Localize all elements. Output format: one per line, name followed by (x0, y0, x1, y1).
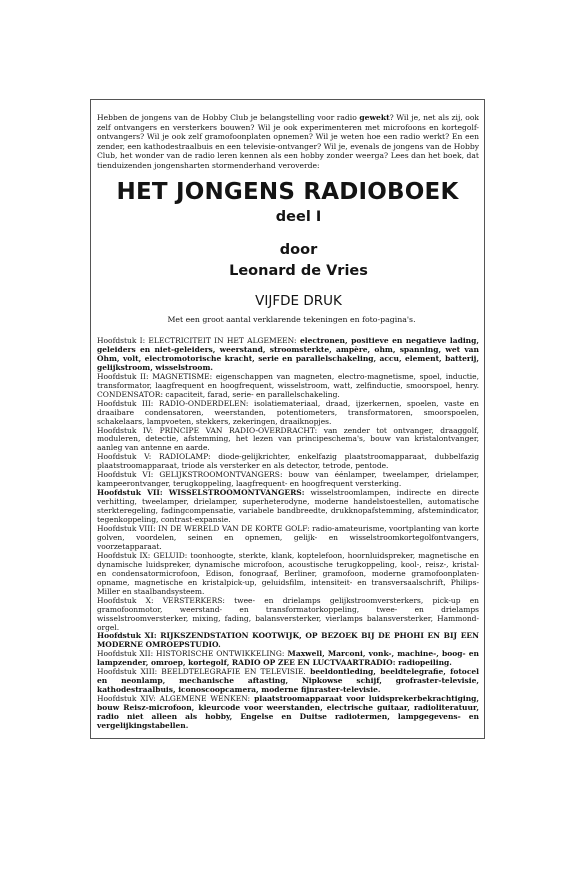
chapter-item: Hoofdstuk XIV: ALGEMENE WENKEN: plaatstroomapparaat voor luidsprekerbekrachtiging, bouw Reisz-microfoon, kleurcode voor weerstanden, electrische guitaar, radioliteratuur, radio niet alleen als hobby, Engelse en Duitse radiotermen, lampgegevens- en vergelijkingstabellen. (97, 694, 479, 730)
chapter-item: Hoofdstuk III: RADIO-ONDERDELEN: isolatiemateriaal, draad, ijzerkernen, spoelen, vaste en draaibare condensatoren, weerstanden, potentiometers, transformatoren, smoorspoelen, schakelaars, lampvoeten, stekkers, zekeringen, draaiknopjes. (97, 398, 479, 426)
subtitle: Met een groot aantal verklarende tekeningen en foto-pagina's. (167, 315, 416, 324)
chapter-item: Hoofdstuk IV: PRINCIPE VAN RADIO-OVERDRACHT: van zender tot ontvanger, draaggolf, moduleren, detectie, afstemming, het lezen van principeschema's, bouw van kristalontvanger, aanleg van antenne en aarde. (97, 425, 479, 453)
volume-label: deel I (275, 209, 322, 225)
chapter-item: Hoofdstuk VIII: IN DE WERELD VAN DE KORTE GOLF: radio-amateurisme, voortplanting van korte golven, voordelen, seinen en opnemen, gelijk- en wisselstroomkortegolfontvangers, voorzetapparaat. (97, 524, 479, 551)
chapter-item: Hoofdstuk I: ELECTRICITEIT IN HET ALGEMEEN: electronen, positieve en negatieve lading, geleiders en niet-geleiders, weerstand, stroomsterkte, ampère, ohm, spanning, wet van Ohm, volt, electromotorische kracht, serie en parallelschakeling, accu, element, batterij, gelijkstroom, wisselstroom. (97, 336, 479, 372)
chapter-item: Hoofdstuk VII: WISSELSTROOMONTVANGERS: wisselstroomlampen, indirecte en directe verhitting, tweelamper, drielamper, superheterodyne, moderne handelstoestellen, automatische sterkteregeling, fadingcompensatie, variabele bandbreedte, drukknopafstemming, afstemindicator, tegenkoppeling, contrast-expansie. (97, 488, 479, 525)
edition-label: VIJFDE DRUK (255, 293, 342, 309)
intro-paragraph: Hebben de jongens van de Hobby Club je belangstelling voor radio gewekt? Wil je, net als zij, ook zelf ontvangers en versterkers bouwen? Wil je ook experimenteren met microfoons en kortegolf-ontvangers? Wil je ook zelf gramofoonplaten opnemen? Wil je weten hoe een radio werkt? En een zender, een kathodestraalbuis en een televisie-ontvanger? Wil je, evenals de jongens van de Hobby Club, het wonder van de radio leren kennen als een hobby zonder weerga? Lees dan het boek, dat tienduizenden jongensharten stormenderhand veroverde: (97, 113, 480, 170)
intro-emphasis: gewekt (359, 113, 390, 122)
chapter-item: Hoofdstuk II: MAGNETISME: eigenschappen van magneten, electro-magnetisme, spoel, inductie, transformator, laagfrequent en hoogfrequent, wisselstroom, watt, zelfinductie, smoorspoel, henry. CONDENSATOR: capaciteit, farad, serie- en parallelschakeling. (97, 371, 480, 399)
chapter-item: Hoofdstuk VI: GELIJKSTROOMONTVANGERS: bouw van éénlamper, tweelamper, drielamper, kampeerontvanger, terugkoppeling, laagfrequent- en hoogfrequent versterking. (97, 470, 479, 489)
chapter-item: Hoofdstuk XI: RIJKSZENDSTATION KOOTWIJK, OP BEZOEK BIJ DE PHOHI EN BIJ EEN MODERNE OMROEPSTUDIO. (97, 631, 479, 650)
by-label: door (279, 242, 318, 258)
chapter-item: Hoofdstuk XII: HISTORISCHE ONTWIKKELING: Maxwell, Marconi, vonk-, machine-, boog- en lampzender, omroep, kortegolf, RADIO OP ZEE EN LUCTVAARTRADIO: radiopeiling. (97, 649, 479, 668)
chapter-item: Hoofdstuk IX: GELUID: toonhoogte, sterkte, klank, koptelefoon, hoornluidspreker, magnetische en dynamische luidspreker, dynamische microfoon, acoustische terugkoppeling, kool-, reisz-, kristal- en condensatormicrofoon, Edison, fonograaf, Berliner, gramofoon, moderne gramofoonplaten-opname, magnetische en kristalpick-up, geluidsfilm, intensiteit- en transversaalschrift, Philips-Miller en staalbandsysteem. (97, 550, 479, 596)
book-title: HET JONGENS RADIOBOEK (116, 179, 459, 205)
chapter-list (97, 337, 479, 731)
chapter-item: Hoofdstuk V: RADIOLAMP: diode-gelijkrichter, enkelfazig plaatstroomapparaat, dubbelfazig plaatstroomapparaat, triode als versterker en als detector, tetrode, pentode. (97, 452, 479, 471)
chapter-item: Hoofdstuk X: VERSTERKERS: twee- en drielamps gelijkstroomversterkers, pick-up en gramofoonmotor, weerstand- en transformatorkoppeling, twee- en drielamps wisselstroomversterker, mixing, fading, balansversterker, vierlamps balansversterker, Hammond-orgel. (97, 595, 479, 632)
chapter-item: Hoofdstuk XIII: BEELDTELEGRAFIE EN TELEVISIE. beeldontleding, beeldtelegrafie, fotocel en neonlamp, mechanische aftasting, Nipkowse schijf, grofraster-televisie, kathodestraalbuis, iconoscoopcamera, moderne fijnraster-televisie. (97, 667, 480, 695)
author-name: Leonard de Vries (229, 263, 368, 279)
